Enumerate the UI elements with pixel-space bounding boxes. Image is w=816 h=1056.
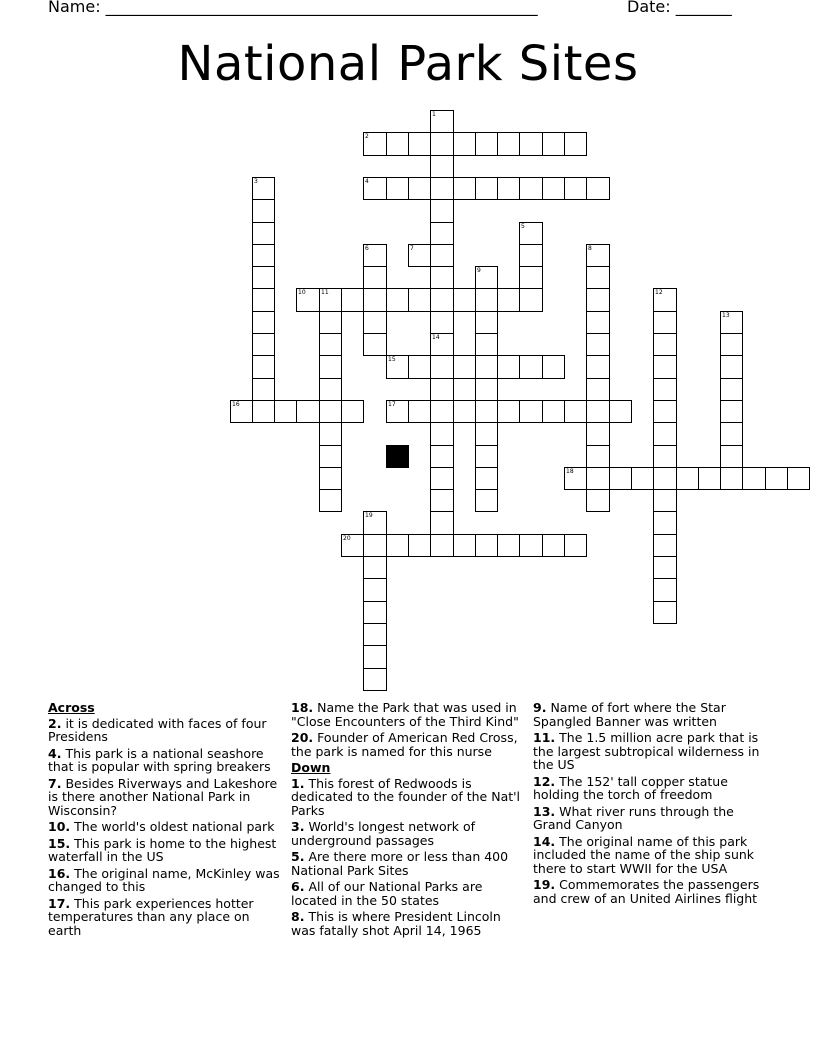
grid-cell[interactable]	[653, 422, 677, 446]
grid-cell[interactable]	[363, 177, 387, 200]
grid-cell[interactable]	[430, 400, 454, 423]
page-title: National Park Sites	[177, 36, 639, 92]
grid-cell[interactable]	[252, 333, 275, 356]
grid-cell[interactable]	[586, 422, 610, 446]
grid-cell[interactable]	[653, 333, 677, 356]
grid-cell[interactable]	[475, 177, 498, 200]
grid-cell[interactable]	[586, 378, 610, 401]
grid-cell[interactable]	[430, 110, 454, 133]
grid-cell[interactable]	[252, 244, 275, 267]
grid-cell[interactable]	[252, 378, 275, 401]
grid-cell[interactable]	[408, 177, 431, 200]
clue-down-5: 5. Are there more or less than 400 National Park Sites	[291, 849, 509, 878]
clue-down-19: 19. Commemorates the passengers and crew of an United Airlines flight	[533, 877, 760, 906]
clue-number: 2	[365, 133, 369, 140]
grid-cell[interactable]	[319, 333, 342, 356]
grid-cell[interactable]	[475, 311, 498, 334]
clue-column-1	[48, 701, 280, 940]
grid-cell[interactable]	[252, 400, 275, 423]
grid-cell[interactable]	[586, 355, 610, 379]
grid-cell[interactable]	[430, 355, 454, 379]
clue-down-1: 1. This forest of Redwoods is dedicated to the founder of the Nat'l Parks	[291, 775, 521, 818]
grid-cell[interactable]	[653, 288, 677, 312]
grid-cell[interactable]	[430, 244, 454, 267]
grid-cell[interactable]	[363, 578, 387, 602]
clue-number: 12	[655, 289, 663, 296]
grid-cell[interactable]	[653, 511, 677, 535]
clue-across-18: 18. Name the Park that was used in "Close Encounters of the Third Kind"	[291, 700, 519, 729]
grid-cell[interactable]	[519, 222, 543, 245]
grid-cell[interactable]	[787, 467, 810, 490]
grid-cell[interactable]	[720, 422, 743, 446]
grid-cell[interactable]	[319, 467, 342, 490]
clue-number: 10	[298, 289, 306, 296]
clue-down-3: 3. World's longest network of underground passages	[291, 819, 476, 848]
grid-cell[interactable]	[363, 645, 387, 669]
grid-cell[interactable]	[519, 132, 543, 156]
grid-cell[interactable]	[386, 355, 409, 379]
grid-cell[interactable]	[653, 534, 677, 557]
grid-cell[interactable]	[430, 311, 454, 334]
grid-cell[interactable]	[386, 534, 409, 557]
grid-cell[interactable]	[519, 244, 543, 267]
clue-across-4: 4. This park is a national seashore that is popular with spring breakers	[48, 745, 271, 774]
grid-cell[interactable]	[430, 445, 454, 468]
grid-cell[interactable]	[363, 288, 387, 312]
grid-black-cell	[386, 445, 409, 468]
grid-cell[interactable]	[698, 467, 721, 490]
grid-cell[interactable]	[653, 578, 677, 602]
grid-cell[interactable]	[720, 333, 743, 356]
grid-cell[interactable]	[497, 132, 520, 156]
grid-cell[interactable]	[453, 177, 476, 200]
grid-cell[interactable]	[586, 177, 610, 200]
grid-cell[interactable]	[386, 288, 409, 312]
grid-cell[interactable]	[542, 132, 565, 156]
clue-number: 4	[365, 178, 369, 185]
clue-down-8: 8. This is where President Lincoln was fatally shot April 14, 1965	[291, 909, 501, 938]
grid-cell[interactable]	[408, 132, 431, 156]
clue-down-6: 6. All of our National Parks are located in the 50 states	[291, 879, 483, 908]
grid-cell[interactable]	[542, 355, 565, 379]
clue-number: 3	[254, 178, 258, 185]
grid-cell[interactable]	[653, 311, 677, 334]
grid-cell[interactable]	[586, 445, 610, 468]
grid-cell[interactable]	[363, 266, 387, 289]
grid-cell[interactable]	[676, 467, 699, 490]
across-heading: Across	[48, 700, 95, 715]
clue-across-17: 17. This park experiences hotter temperatures than any place on earth	[48, 895, 254, 938]
grid-cell[interactable]	[319, 445, 342, 468]
clue-number: 9	[477, 267, 481, 274]
clue-number: 6	[365, 245, 369, 252]
grid-cell[interactable]	[319, 422, 342, 446]
grid-cell[interactable]	[296, 400, 320, 423]
grid-cell[interactable]	[430, 467, 454, 490]
grid-cell[interactable]	[363, 244, 387, 267]
grid-cell[interactable]	[720, 445, 743, 468]
grid-cell[interactable]	[586, 489, 610, 512]
grid-cell[interactable]	[341, 534, 364, 557]
clue-across-2: 2. it is dedicated with faces of four Presidens	[48, 715, 267, 744]
clue-column-2	[291, 701, 521, 940]
grid-cell[interactable]	[363, 601, 387, 624]
grid-cell[interactable]	[363, 132, 387, 156]
grid-cell[interactable]	[430, 199, 454, 223]
grid-cell[interactable]	[564, 467, 587, 490]
clue-number: 14	[432, 334, 440, 341]
clue-number: 17	[388, 401, 396, 408]
down-heading: Down	[291, 760, 331, 775]
grid-cell[interactable]	[609, 400, 632, 423]
clue-number: 16	[232, 401, 240, 408]
grid-cell[interactable]	[430, 511, 454, 535]
grid-cell[interactable]	[252, 311, 275, 334]
clue-down-14: 14. The original name of this park included the name of the ship sunk there to start WWII for the USA	[533, 833, 755, 876]
grid-cell[interactable]	[386, 132, 409, 156]
grid-cell[interactable]	[430, 132, 454, 156]
clue-number: 15	[388, 356, 396, 363]
grid-cell[interactable]	[252, 288, 275, 312]
grid-cell[interactable]	[564, 534, 587, 557]
grid-cell[interactable]	[720, 467, 743, 490]
grid-cell[interactable]	[475, 132, 498, 156]
clue-across-10: 10. The world's oldest national park	[48, 819, 275, 834]
grid-cell[interactable]	[252, 199, 275, 223]
grid-cell[interactable]	[430, 288, 454, 312]
grid-cell[interactable]	[475, 489, 498, 512]
clue-across-20: 20. Founder of American Red Cross, the park is named for this nurse	[291, 730, 518, 759]
grid-cell[interactable]	[519, 177, 543, 200]
clue-down-13: 13. What river runs through the Grand Canyon	[533, 803, 734, 832]
clue-down-11: 11. The 1.5 million acre park that is the largest subtropical wilderness in the US	[533, 730, 760, 772]
clue-number: 20	[343, 535, 351, 542]
grid-cell[interactable]	[408, 288, 431, 312]
grid-cell[interactable]	[497, 534, 520, 557]
grid-cell[interactable]	[653, 601, 677, 624]
grid-cell[interactable]	[296, 288, 320, 312]
grid-cell[interactable]	[653, 378, 677, 401]
grid-cell[interactable]	[519, 288, 543, 312]
grid-cell[interactable]	[564, 177, 587, 200]
grid-cell[interactable]	[586, 400, 610, 423]
grid-cell[interactable]	[408, 355, 431, 379]
grid-cell[interactable]	[430, 378, 454, 401]
date-field-label[interactable]: Date: _______	[627, 0, 732, 16]
grid-cell[interactable]	[586, 266, 610, 289]
clue-number: 13	[722, 312, 730, 319]
grid-cell[interactable]	[453, 400, 476, 423]
grid-cell[interactable]	[252, 266, 275, 289]
grid-cell[interactable]	[519, 355, 543, 379]
grid-cell[interactable]	[319, 288, 342, 312]
grid-cell[interactable]	[653, 556, 677, 579]
grid-cell[interactable]	[408, 244, 431, 267]
grid-cell[interactable]	[363, 511, 387, 535]
grid-cell[interactable]	[363, 668, 387, 691]
grid-cell[interactable]	[720, 311, 743, 334]
grid-cell[interactable]	[386, 400, 409, 423]
grid-cell[interactable]	[519, 266, 543, 289]
grid-cell[interactable]	[430, 534, 454, 557]
grid-cell[interactable]	[363, 311, 387, 334]
grid-cell[interactable]	[653, 467, 677, 490]
clue-number: 5	[521, 223, 525, 230]
grid-cell[interactable]	[319, 489, 342, 512]
grid-cell[interactable]	[542, 177, 565, 200]
grid-cell[interactable]	[586, 288, 610, 312]
grid-cell[interactable]	[430, 177, 454, 200]
grid-cell[interactable]	[586, 311, 610, 334]
grid-cell[interactable]	[453, 132, 476, 156]
clue-column-3	[533, 701, 765, 908]
clue-number: 11	[321, 289, 329, 296]
grid-cell[interactable]	[252, 222, 275, 245]
grid-cell[interactable]	[586, 333, 610, 356]
grid-cell[interactable]	[720, 400, 743, 423]
clue-down-9: 9. Name of fort where the Star Spangled Banner was written	[533, 700, 726, 729]
grid-cell[interactable]	[542, 534, 565, 557]
grid-cell[interactable]	[475, 445, 498, 468]
grid-cell[interactable]	[564, 132, 587, 156]
grid-cell[interactable]	[497, 400, 520, 423]
grid-cell[interactable]	[742, 467, 766, 490]
grid-cell[interactable]	[720, 355, 743, 379]
grid-cell[interactable]	[363, 556, 387, 579]
grid-cell[interactable]	[475, 333, 498, 356]
grid-cell[interactable]	[319, 355, 342, 379]
grid-cell[interactable]	[720, 378, 743, 401]
grid-cell[interactable]	[631, 467, 654, 490]
grid-cell[interactable]	[475, 400, 498, 423]
grid-cell[interactable]	[408, 534, 431, 557]
clue-number: 7	[410, 245, 414, 252]
grid-cell[interactable]	[542, 400, 565, 423]
grid-cell[interactable]	[319, 400, 342, 423]
grid-cell[interactable]	[252, 355, 275, 379]
grid-cell[interactable]	[341, 400, 364, 423]
clue-across-7: 7. Besides Riverways and Lakeshore is there another National Park in Wisconsin?	[48, 775, 278, 818]
grid-cell[interactable]	[609, 467, 632, 490]
grid-cell[interactable]	[475, 534, 498, 557]
grid-cell[interactable]	[430, 266, 454, 289]
name-field-label[interactable]: Name: ______________________________________________________	[48, 0, 538, 16]
grid-cell[interactable]	[475, 355, 498, 379]
clue-number: 19	[365, 512, 373, 519]
grid-cell[interactable]	[653, 400, 677, 423]
grid-cell[interactable]	[252, 177, 275, 200]
grid-cell[interactable]	[475, 378, 498, 401]
clue-number: 1	[432, 111, 436, 118]
clue-across-15: 15. This park is home to the highest waterfall in the US	[48, 835, 277, 864]
clue-down-12: 12. The 152' tall copper statue holding the torch of freedom	[533, 773, 728, 802]
grid-cell[interactable]	[230, 400, 253, 423]
grid-cell[interactable]	[475, 288, 498, 312]
grid-cell[interactable]	[475, 266, 498, 289]
clue-number: 8	[588, 245, 592, 252]
grid-cell[interactable]	[430, 333, 454, 356]
grid-cell[interactable]	[497, 177, 520, 200]
grid-cell[interactable]	[586, 467, 610, 490]
grid-cell[interactable]	[453, 534, 476, 557]
grid-cell[interactable]	[319, 378, 342, 401]
grid-cell[interactable]	[363, 333, 387, 356]
clue-number: 18	[566, 468, 574, 475]
grid-cell[interactable]	[653, 355, 677, 379]
grid-cell[interactable]	[430, 155, 454, 178]
grid-cell[interactable]	[765, 467, 788, 490]
grid-cell[interactable]	[363, 623, 387, 646]
grid-cell[interactable]	[408, 400, 431, 423]
grid-cell[interactable]	[586, 244, 610, 267]
clue-across-16: 16. The original name, McKinley was changed to this	[48, 865, 280, 894]
grid-cell[interactable]	[519, 400, 543, 423]
grid-cell[interactable]	[453, 288, 476, 312]
grid-cell[interactable]	[475, 422, 498, 446]
grid-cell[interactable]	[475, 467, 498, 490]
grid-cell[interactable]	[497, 288, 520, 312]
grid-cell[interactable]	[519, 534, 543, 557]
grid-cell[interactable]	[386, 177, 409, 200]
grid-cell[interactable]	[341, 288, 364, 312]
grid-cell[interactable]	[453, 355, 476, 379]
grid-cell[interactable]	[274, 400, 297, 423]
grid-cell[interactable]	[564, 400, 587, 423]
grid-cell[interactable]	[430, 222, 454, 245]
grid-cell[interactable]	[430, 422, 454, 446]
grid-cell[interactable]	[497, 355, 520, 379]
grid-cell[interactable]	[363, 534, 387, 557]
grid-cell[interactable]	[653, 445, 677, 468]
grid-cell[interactable]	[653, 489, 677, 512]
grid-cell[interactable]	[430, 489, 454, 512]
grid-cell[interactable]	[319, 311, 342, 334]
